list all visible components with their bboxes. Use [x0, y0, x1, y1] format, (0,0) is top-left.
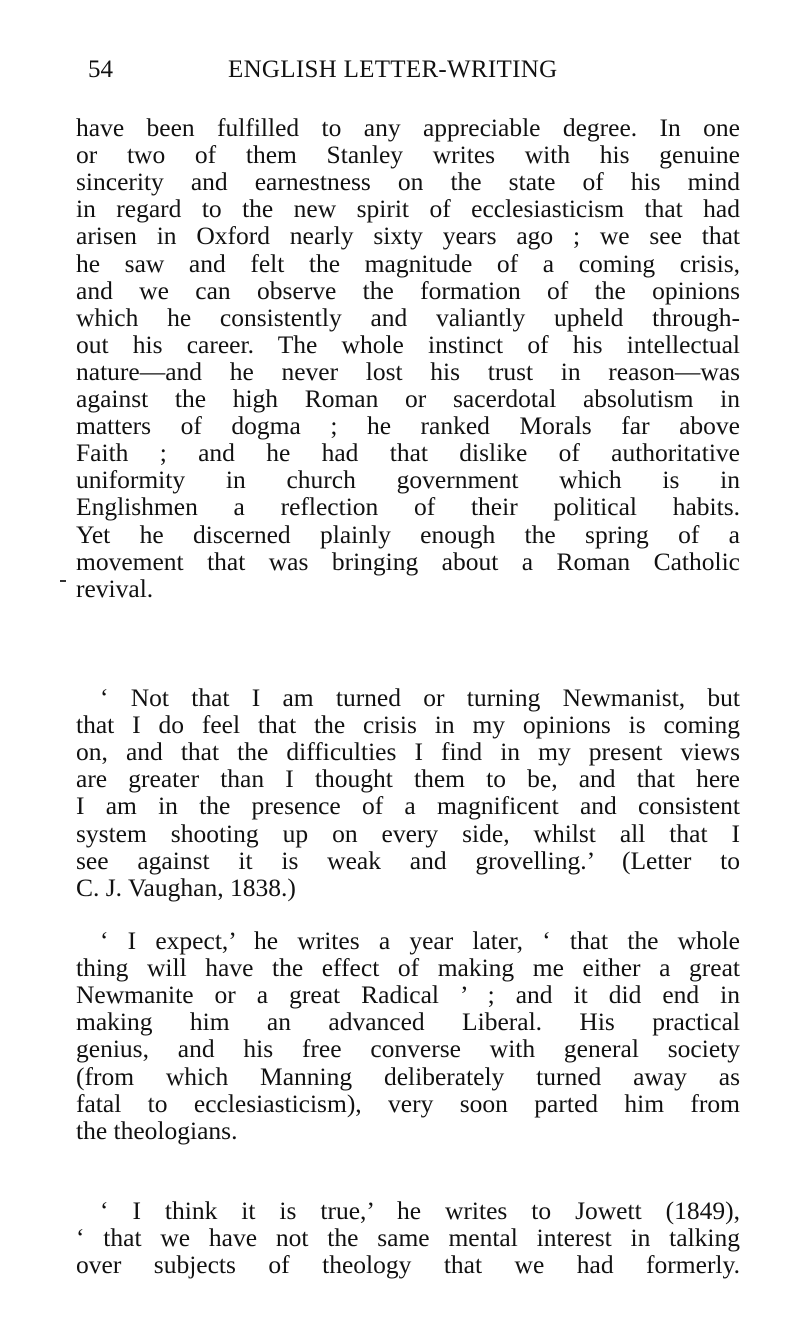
text-line: uniformity in church government which is in: [76, 465, 740, 495]
margin-mark: [60, 580, 66, 582]
text-line: or two of them Stanley writes with his genuine: [76, 140, 740, 170]
text-line: movement that was bringing about a Roman Catholic: [76, 546, 740, 576]
text-line: against the high Roman or sacerdotal absolutism in: [76, 384, 740, 413]
text-line: sincerity and earnestness on the state of his mind: [76, 167, 740, 197]
page-number: 54: [88, 56, 113, 83]
text-line: ‘ Not that I am turned or turning Newmanist, but: [100, 683, 740, 712]
text-line: on, and that the difficulties I find in my present views: [76, 737, 740, 767]
text-line: making him an advanced Liberal. His practical: [76, 1007, 740, 1037]
text-line: Faith ; and he had that dislike of authoritative: [76, 438, 740, 468]
running-title: ENGLISH LETTER-WRITING: [228, 56, 558, 83]
text-line: thing will have the effect of making me either a great: [76, 953, 740, 983]
text-line: are greater than I thought them to be, and that here: [76, 764, 740, 794]
text-line: revival.: [76, 573, 154, 603]
text-line: genius, and his free converse with general society: [76, 1034, 740, 1064]
text-line: and we can observe the formation of the opinions: [76, 275, 740, 305]
text-line: Newmanite or a great Radical ’ ; and it did end in: [76, 980, 740, 1010]
text-line: fatal to ecclesiasticism), very soon parted him from: [76, 1088, 740, 1118]
text-line: see against it is weak and grovelling.’ (Letter to: [76, 845, 740, 875]
text-line: over subjects of theology that we had formerly.: [76, 1250, 740, 1280]
text-line: nature—and he never lost his trust in reason—was: [76, 356, 740, 386]
text-line: ‘ I expect,’ he writes a year later, ‘ that the whole: [100, 926, 740, 955]
text-line: in regard to the new spirit of ecclesiasticism that had: [76, 194, 740, 224]
text-line: arisen in Oxford nearly sixty years ago ; we see that: [76, 221, 740, 251]
text-line: ‘ I think it is true,’ he writes to Jowett (1849),: [100, 1196, 740, 1225]
text-line: that I do feel that the crisis in my opinions is coming: [76, 710, 740, 740]
text-line: have been fulfilled to any appreciable degree. In one: [76, 113, 740, 142]
text-line: out his career. The whole instinct of his intellectual: [76, 329, 740, 359]
text-line: he saw and felt the magnitude of a coming crisis,: [76, 248, 740, 278]
text-line: Englishmen a reflection of their political habits.: [76, 492, 740, 522]
text-line: ‘ that we have not the same mental interest in talking: [76, 1223, 740, 1253]
text-line: matters of dogma ; he ranked Morals far above: [76, 411, 740, 441]
text-line: I am in the presence of a magnificent and consistent: [76, 791, 740, 821]
text-line: system shooting up on every side, whilst all that I: [76, 818, 740, 848]
text-line: (from which Manning deliberately turned away as: [76, 1061, 740, 1091]
text-line: the theologians.: [76, 1115, 238, 1145]
text-line: C. J. Vaughan, 1838.): [76, 872, 296, 902]
text-line: which he consistently and valiantly upheld through-: [76, 302, 740, 332]
text-line: Yet he discerned plainly enough the spring of a: [76, 519, 740, 549]
